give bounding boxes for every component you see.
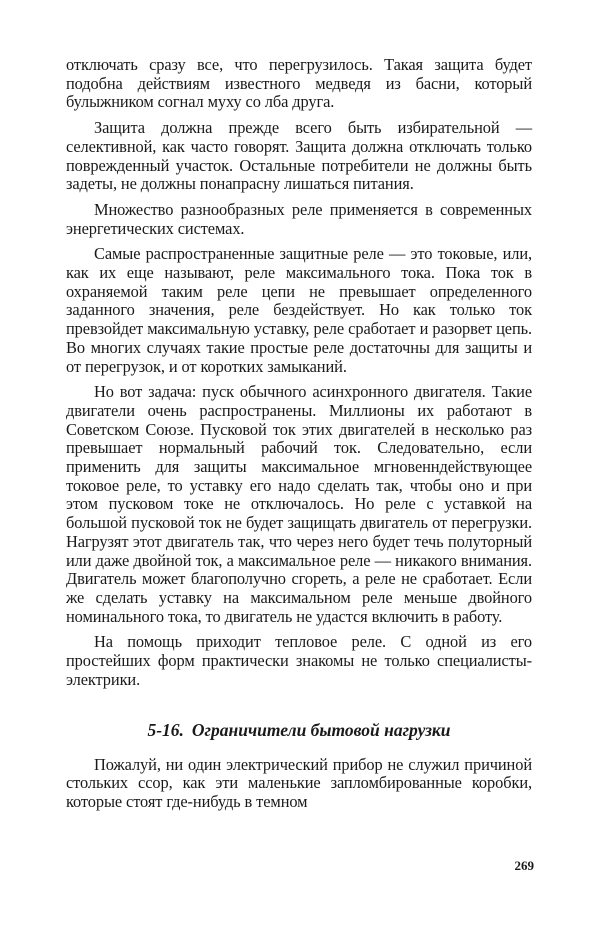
section-heading — [66, 720, 532, 740]
paragraph-selective-protection: Защита должна прежде всего быть избирательной — селективной, как часто говорят. Защита должна отключать только поврежденный участок. Остальные потребители не должны быть задеты, не должны понапрасну лишаться питания. — [66, 118, 532, 194]
paragraph-relay-variety: Множество разнообразных реле применяется в современных энергетических системах. — [66, 199, 532, 238]
paragraph-thermal-relay: На помощь приходит тепловое реле. С одной из его простейших форм практически знакомы не только специалисты-электрики. — [66, 632, 532, 689]
paragraph-continued: отключать сразу все, что перегрузилось. Такая защита будет подобна действиям известного медведя из басни, который булыжником согнал муху со лба друга. — [66, 55, 532, 112]
paragraph-section-start: Пожалуй, ни один электрический прибор не служил причиной стольких ссор, как эти маленькие запломбированные коробки, которые стоят где-нибудь в темном — [66, 754, 532, 811]
paragraph-current-relays: Самые распространенные защитные реле — это токовые, или, как их еще называют, реле максимального тока. Пока ток в охраняемой таким реле цепи не превышает определенного заданного значения, реле бездействует. Но как только ток превзойдет максимальную уставку, реле сработает и разорвет цепь. Во многих случаях такие простые реле достаточны для защиты и от перегрузок, и от коротких замыканий. — [66, 244, 532, 376]
paragraph-motor-start: Но вот задача: пуск обычного асинхронного двигателя. Такие двигатели очень распространены. Миллионы их работают в Советском Союзе. Пусковой ток этих двигателей в несколько раз превышает нормальный рабочий ток. Следовательно, если применить для защиты максимальное мгновенндействующее токовое реле, то уставку его надо сделать так, чтобы оно и при этом пусковом токе не отключалось. Но реле с уставкой на большой пусковой ток не будет защищать двигатель от перегрузки. Нагрузят этот двигатель так, что через него будет течь полуторный или даже двойной ток, а максимальное реле — никакого внимания. Двигатель может благополучно сгореть, а реле не сработает. Если же сделать уставку на максимальном реле меньше двойного номинального тока, то двигатель не удастся включить в работу. — [66, 382, 532, 626]
section-number: 5-16. — [147, 719, 184, 740]
section-title: Ограничители бытовой нагрузки — [191, 719, 451, 740]
page-number: 269 — [514, 858, 534, 873]
